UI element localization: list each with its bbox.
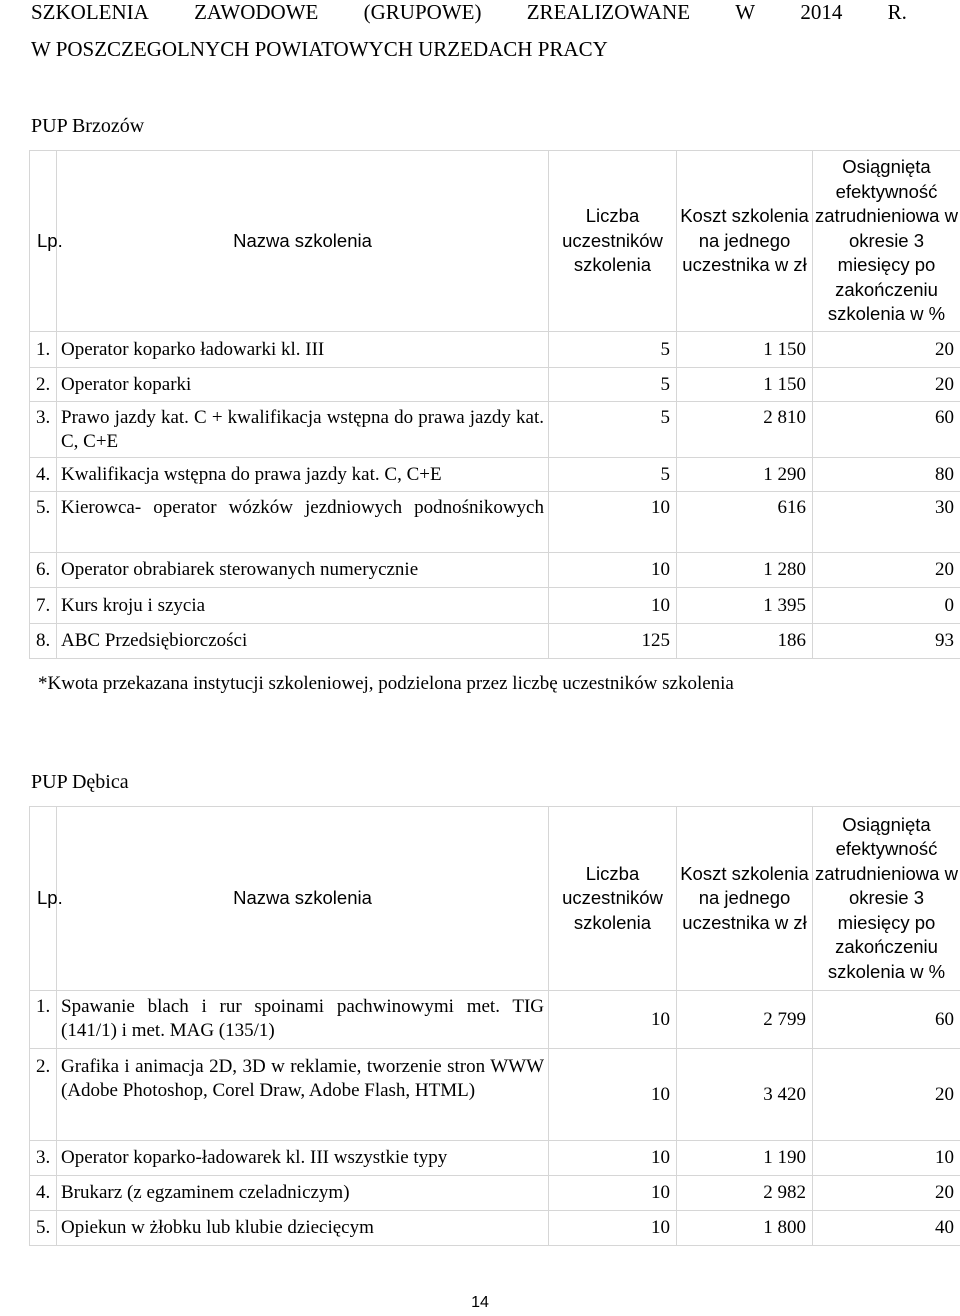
employment-efficiency: 20 — [813, 553, 960, 588]
header-count: Liczba uczestników szkolenia — [549, 807, 677, 991]
training-name: Kurs kroju i szycia — [57, 588, 549, 624]
participant-count: 125 — [549, 624, 677, 659]
header-name: Nazwa szkolenia — [57, 807, 549, 991]
title-word: ZREALIZOWANE — [526, 0, 691, 24]
cost-per-participant: 3 420 — [677, 1049, 813, 1141]
training-name — [57, 492, 549, 553]
participant-count: 5 — [549, 458, 677, 492]
header-name: Nazwa szkolenia — [57, 151, 549, 332]
cost-per-participant: 616 — [677, 492, 813, 553]
participant-count: 10 — [549, 553, 677, 588]
header-efficiency: Osiągnięta efektywność zatrudnieniowa w okresie 3 miesięcy po zakończeniu szkolenia w % — [813, 807, 960, 991]
row-number: 1. — [30, 332, 57, 368]
header-cost: Koszt szkolenia na jednego uczestnika w zł — [677, 807, 813, 991]
training-name: Operator koparki — [57, 368, 549, 402]
training-name: Opiekun w żłobku lub klubie dziecięcym — [57, 1211, 549, 1246]
cost-per-participant: 1 395 — [677, 588, 813, 624]
table-row — [30, 368, 960, 402]
document-title-line-1 — [31, 0, 907, 25]
title-word: 2014 — [800, 0, 843, 24]
table-row — [30, 332, 960, 368]
participant-count: 10 — [549, 1176, 677, 1211]
row-number: 2. — [30, 1049, 57, 1141]
cost-per-participant: 1 290 — [677, 458, 813, 492]
employment-efficiency: 20 — [813, 332, 960, 368]
table-row — [30, 1176, 960, 1211]
participant-count: 10 — [549, 1049, 677, 1141]
table-row — [30, 1211, 960, 1246]
participant-count: 10 — [549, 1211, 677, 1246]
participant-count: 10 — [549, 588, 677, 624]
training-name: Kwalifikacja wstępna do prawa jazdy kat. C, C+E — [57, 458, 549, 492]
employment-efficiency: 40 — [813, 1211, 960, 1246]
training-table-brzozow — [29, 150, 960, 659]
training-name: Brukarz (z egzaminem czeladniczym) — [57, 1176, 549, 1211]
participant-count: 10 — [549, 492, 677, 553]
training-name-text: Kierowca- operator wózków jezdniowych podnośnikowych — [61, 497, 544, 518]
table-row — [30, 492, 960, 553]
title-word: ZAWODOWE — [194, 0, 319, 24]
footnote: *Kwota przekazana instytucji szkoleniowej, podzielona przez liczbę uczestników szkolenia — [38, 673, 734, 694]
training-name: Operator koparko-ładowarek kl. III wszystkie typy — [57, 1141, 549, 1176]
row-number: 4. — [30, 458, 57, 492]
row-number: 1. — [30, 991, 57, 1049]
row-number: 3. — [30, 1141, 57, 1176]
cost-per-participant: 1 150 — [677, 368, 813, 402]
participant-count: 10 — [549, 991, 677, 1049]
page-number: 14 — [471, 1294, 489, 1311]
row-number: 5. — [30, 492, 57, 553]
table-row — [30, 588, 960, 624]
training-table-debica — [29, 806, 960, 1246]
table-header-row — [30, 807, 960, 991]
table-header-row — [30, 151, 960, 332]
cost-per-participant: 2 810 — [677, 402, 813, 458]
cost-per-participant: 2 799 — [677, 991, 813, 1049]
header-cost: Koszt szkolenia na jednego uczestnika w zł — [677, 151, 813, 332]
cost-per-participant: 2 982 — [677, 1176, 813, 1211]
participant-count: 5 — [549, 368, 677, 402]
header-lp: Lp. — [30, 151, 57, 332]
employment-efficiency: 20 — [813, 1049, 960, 1141]
participant-count: 10 — [549, 1141, 677, 1176]
employment-efficiency: 60 — [813, 991, 960, 1049]
table-row — [30, 624, 960, 659]
section-title-debica: PUP Dębica — [31, 771, 129, 793]
employment-efficiency: 10 — [813, 1141, 960, 1176]
training-name: Operator obrabiarek sterowanych numerycznie — [57, 553, 549, 588]
cost-per-participant: 1 800 — [677, 1211, 813, 1246]
table-row — [30, 458, 960, 492]
row-number: 5. — [30, 1211, 57, 1246]
training-name: Operator koparko ładowarki kl. III — [57, 332, 549, 368]
participant-count: 5 — [549, 402, 677, 458]
cost-per-participant: 1 280 — [677, 553, 813, 588]
employment-efficiency: 80 — [813, 458, 960, 492]
title-word: (GRUPOWE) — [363, 0, 482, 24]
row-number: 6. — [30, 553, 57, 588]
header-efficiency: Osiągnięta efektywność zatrudnieniowa w okresie 3 miesięcy po zakończeniu szkolenia w % — [813, 151, 960, 332]
employment-efficiency: 20 — [813, 368, 960, 402]
row-number: 3. — [30, 402, 57, 458]
employment-efficiency: 60 — [813, 402, 960, 458]
table-row — [30, 991, 960, 1049]
cost-per-participant: 186 — [677, 624, 813, 659]
employment-efficiency: 30 — [813, 492, 960, 553]
training-name: Prawo jazdy kat. C + kwalifikacja wstępna do prawa jazdy kat. C, C+E — [57, 402, 549, 458]
row-number: 2. — [30, 368, 57, 402]
employment-efficiency: 20 — [813, 1176, 960, 1211]
table-row — [30, 1049, 960, 1141]
title-word: W — [735, 0, 756, 24]
training-name: Spawanie blach i rur spoinami pachwinowymi met. TIG (141/1) i met. MAG (135/1) — [57, 991, 549, 1049]
header-lp: Lp. — [30, 807, 57, 991]
section-title-brzozow: PUP Brzozów — [31, 115, 145, 137]
header-count: Liczba uczestników szkolenia — [549, 151, 677, 332]
title-word: R. — [887, 0, 907, 24]
title-word: SZKOLENIA — [31, 0, 149, 24]
cost-per-participant: 1 150 — [677, 332, 813, 368]
table-row — [30, 553, 960, 588]
participant-count: 5 — [549, 332, 677, 368]
employment-efficiency: 93 — [813, 624, 960, 659]
table-row — [30, 402, 960, 458]
document-title-line-2: W POSZCZEGOLNYCH POWIATOWYCH URZEDACH PRACY — [31, 37, 608, 61]
row-number: 7. — [30, 588, 57, 624]
employment-efficiency: 0 — [813, 588, 960, 624]
cost-per-participant: 1 190 — [677, 1141, 813, 1176]
training-name: ABC Przedsiębiorczości — [57, 624, 549, 659]
row-number: 8. — [30, 624, 57, 659]
training-name: Grafika i animacja 2D, 3D w reklamie, tworzenie stron WWW (Adobe Photoshop, Corel Draw, Adobe Flash, HTML) — [57, 1049, 549, 1141]
table-row — [30, 1141, 960, 1176]
row-number: 4. — [30, 1176, 57, 1211]
